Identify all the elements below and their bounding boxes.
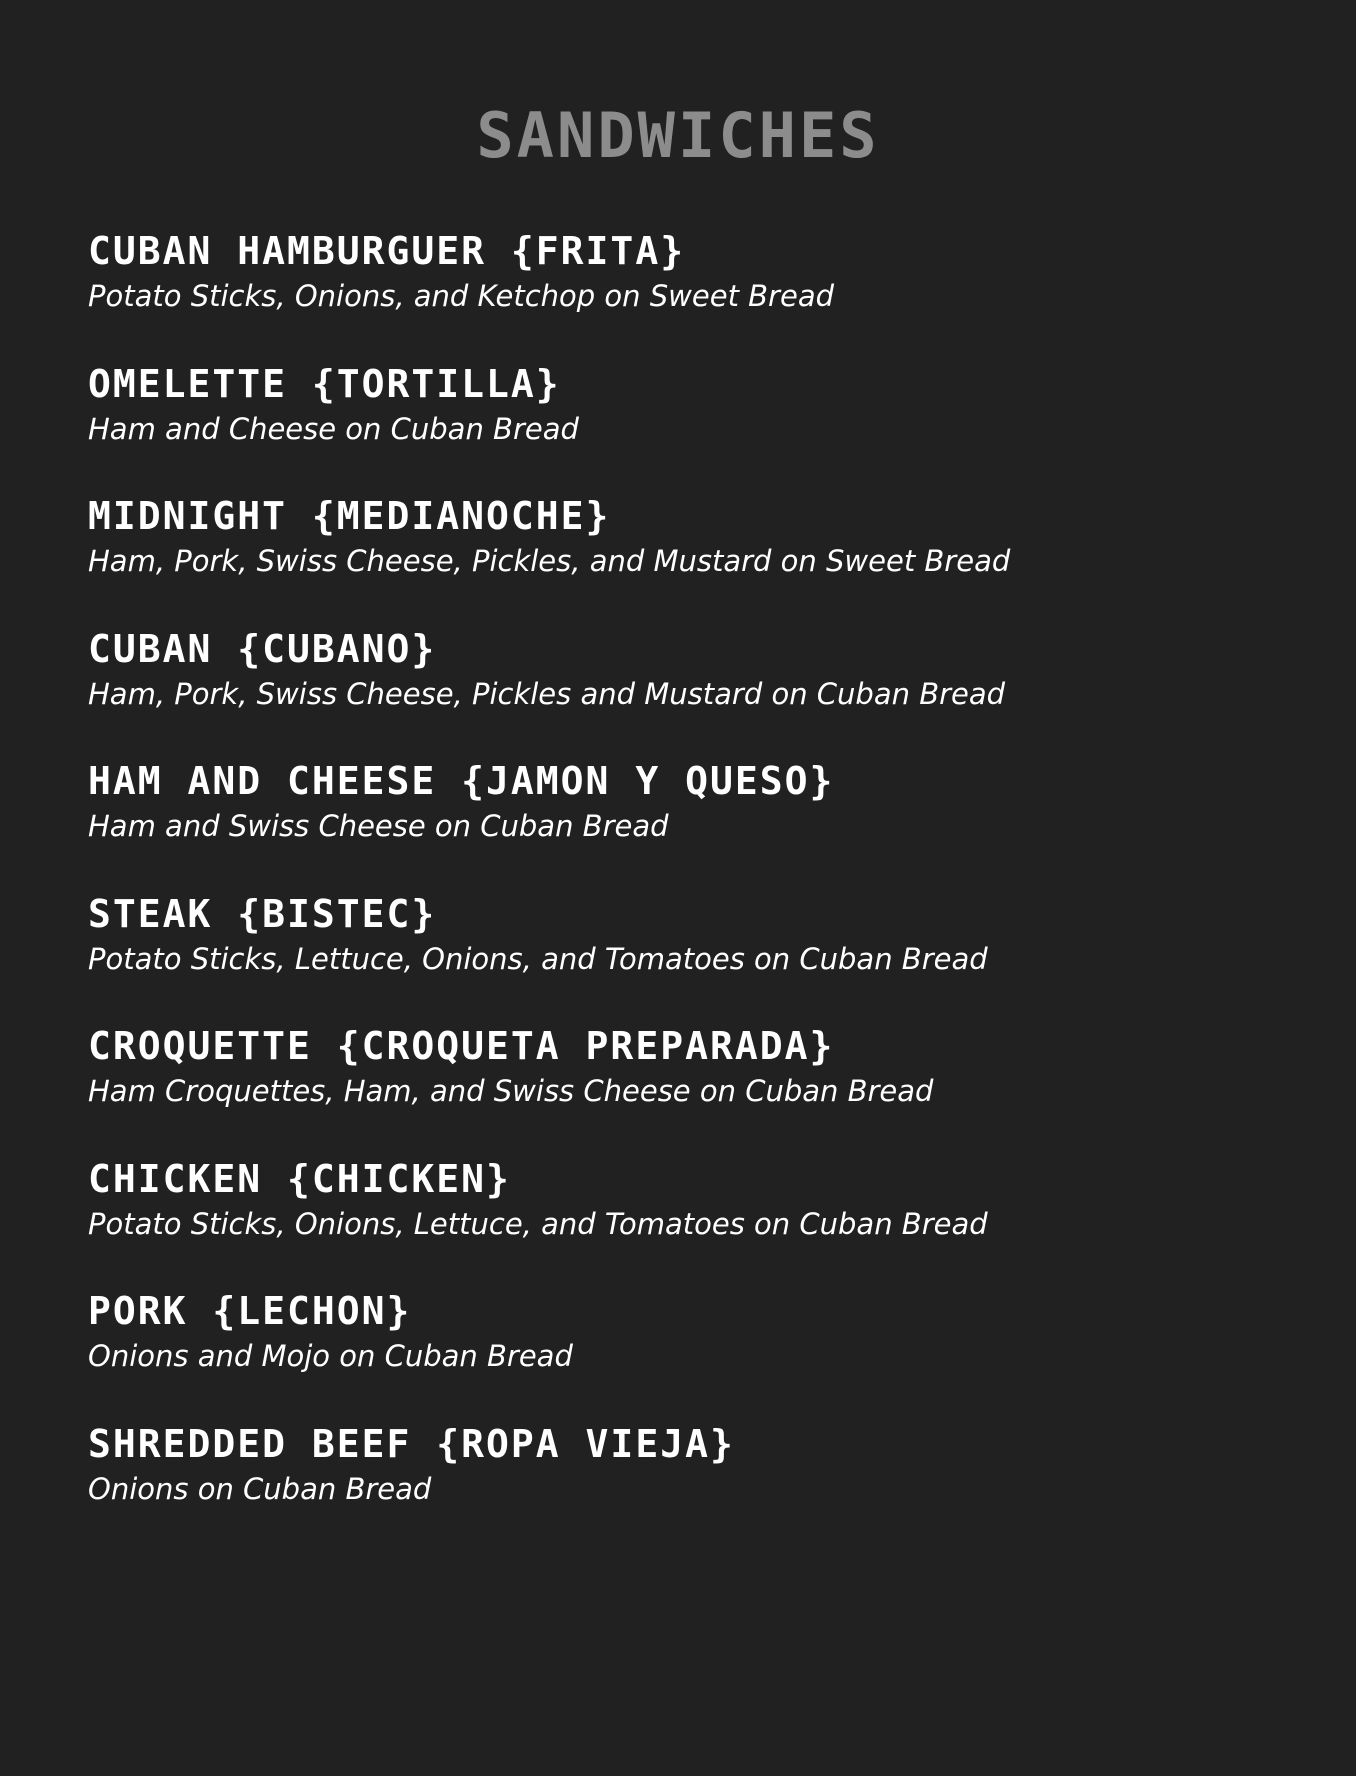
item-description: Potato Sticks, Onions, Lettuce, and Tomatoes on Cuban Bread <box>88 1206 988 1241</box>
menu-item-jamon-y-queso <box>88 756 1268 889</box>
menu-item-cubano <box>88 624 1268 757</box>
menu-item-ropa-vieja <box>88 1419 1268 1552</box>
menu-item-medianoche <box>88 491 1268 624</box>
item-description: Ham Croquettes, Ham, and Swiss Cheese on Cuban Bread <box>88 1074 934 1108</box>
menu-item-bistec <box>88 889 1268 1022</box>
item-name: HAM AND CHEESE {JAMON Y QUESO} <box>88 759 835 803</box>
item-name: CROQUETTE {CROQUETA PREPARADA} <box>88 1024 835 1068</box>
menu-item-frita <box>88 226 1268 359</box>
item-description: Ham, Pork, Swiss Cheese, Pickles and Mustard on Cuban Bread <box>88 676 1006 711</box>
menu-item-croqueta-preparada <box>88 1021 1268 1154</box>
item-description: Onions on Cuban Bread <box>88 1471 432 1506</box>
item-name: CHICKEN {CHICKEN} <box>88 1156 511 1201</box>
item-name: MIDNIGHT {MEDIANOCHE} <box>88 494 611 538</box>
menu-item-chicken <box>88 1154 1268 1287</box>
menu-item-tortilla <box>88 359 1268 492</box>
item-description: Onions and Mojo on Cuban Bread <box>88 1339 573 1373</box>
item-description: Ham and Swiss Cheese on Cuban Bread <box>88 809 669 843</box>
item-name: CUBAN {CUBANO} <box>88 626 437 671</box>
menu-title: SANDWICHES <box>476 99 880 172</box>
item-name: STEAK {BISTEC} <box>88 891 437 936</box>
menu-item-lechon <box>88 1286 1268 1419</box>
item-description: Ham, Pork, Swiss Cheese, Pickles, and Mustard on Sweet Bread <box>88 544 1011 578</box>
item-name: PORK {LECHON} <box>88 1289 412 1333</box>
item-description: Ham and Cheese on Cuban Bread <box>88 411 579 446</box>
item-description: Potato Sticks, Onions, and Ketchop on Sweet Bread <box>88 279 834 313</box>
menu-list <box>88 226 1268 1551</box>
item-description: Potato Sticks, Lettuce, Onions, and Tomatoes on Cuban Bread <box>88 941 988 976</box>
item-name: OMELETTE {TORTILLA} <box>88 361 561 406</box>
item-name: CUBAN HAMBURGUER {FRITA} <box>88 229 686 273</box>
item-name: SHREDDED BEEF {ROPA VIEJA} <box>88 1421 735 1466</box>
